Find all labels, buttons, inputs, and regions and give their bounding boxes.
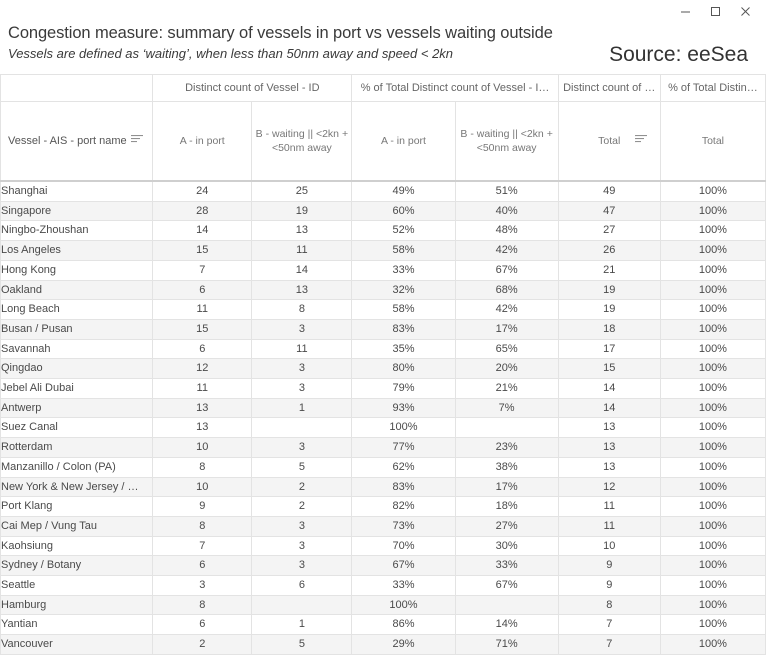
column-header-in-port[interactable]: A - in port: [153, 102, 252, 182]
group-header-distinct-count-total: Distinct count of …: [558, 75, 660, 102]
cell-pct-total: 100%: [660, 576, 765, 596]
cell-total: 49: [558, 181, 660, 201]
cell-in-port: 8: [153, 457, 252, 477]
table-body: [1, 181, 766, 654]
cell-total: 19: [558, 300, 660, 320]
group-header-blank: [1, 75, 153, 102]
cell-pct-total: 100%: [660, 300, 765, 320]
cell-waiting: 2: [252, 497, 352, 517]
cell-waiting: 1: [252, 398, 352, 418]
cell-in-port: 7: [153, 260, 252, 280]
cell-waiting: 2: [252, 477, 352, 497]
cell-pct-waiting: 67%: [455, 260, 558, 280]
source-label: Source: eeSea: [609, 43, 748, 66]
cell-port-name: Yantian: [1, 615, 153, 635]
cell-port-name: Jebel Ali Dubai: [1, 379, 153, 399]
cell-total: 14: [558, 398, 660, 418]
cell-pct-in-port: 60%: [352, 201, 455, 221]
table-row[interactable]: [1, 201, 766, 221]
cell-pct-total: 100%: [660, 497, 765, 517]
report-header: [0, 22, 766, 74]
cell-pct-waiting: 51%: [455, 181, 558, 201]
cell-total: 7: [558, 615, 660, 635]
cell-pct-in-port: 73%: [352, 516, 455, 536]
cell-pct-waiting: 67%: [455, 576, 558, 596]
cell-pct-in-port: 33%: [352, 576, 455, 596]
sort-filter-icon[interactable]: [131, 134, 144, 149]
cell-total: 14: [558, 379, 660, 399]
cell-pct-waiting: 42%: [455, 300, 558, 320]
cell-waiting: 14: [252, 260, 352, 280]
cell-port-name: New York & New Jersey / …: [1, 477, 153, 497]
table-row[interactable]: [1, 280, 766, 300]
cell-port-name: Antwerp: [1, 398, 153, 418]
cell-pct-total: 100%: [660, 477, 765, 497]
cell-in-port: 28: [153, 201, 252, 221]
cell-port-name: Hong Kong: [1, 260, 153, 280]
column-header-total-label: Total: [598, 134, 621, 147]
cell-total: 11: [558, 497, 660, 517]
cell-pct-in-port: 77%: [352, 438, 455, 458]
cell-total: 8: [558, 595, 660, 615]
table-row[interactable]: [1, 595, 766, 615]
table-row[interactable]: [1, 615, 766, 635]
cell-in-port: 6: [153, 615, 252, 635]
cell-total: 9: [558, 576, 660, 596]
cell-waiting: 3: [252, 359, 352, 379]
cell-pct-total: 100%: [660, 221, 765, 241]
cell-port-name: Rotterdam: [1, 438, 153, 458]
cell-total: 26: [558, 241, 660, 261]
table-row[interactable]: [1, 221, 766, 241]
cell-pct-total: 100%: [660, 516, 765, 536]
group-header-distinct-count: Distinct count of Vessel - ID: [153, 75, 352, 102]
cell-port-name: Manzanillo / Colon (PA): [1, 457, 153, 477]
cell-in-port: 11: [153, 379, 252, 399]
cell-pct-waiting: [455, 595, 558, 615]
table-row[interactable]: [1, 339, 766, 359]
cell-waiting: [252, 595, 352, 615]
cell-waiting: 8: [252, 300, 352, 320]
cell-total: 10: [558, 536, 660, 556]
cell-pct-in-port: 79%: [352, 379, 455, 399]
cell-pct-in-port: 32%: [352, 280, 455, 300]
cell-port-name: Sydney / Botany: [1, 556, 153, 576]
column-header-waiting[interactable]: B - waiting || <2kn + <50nm away: [252, 102, 352, 182]
cell-total: 12: [558, 477, 660, 497]
cell-total: 21: [558, 260, 660, 280]
column-header-port-name-label: Vessel - AIS - port name: [8, 134, 127, 147]
table-row[interactable]: [1, 300, 766, 320]
cell-pct-in-port: 83%: [352, 477, 455, 497]
cell-total: 47: [558, 201, 660, 221]
window-titlebar: [0, 0, 766, 22]
cell-pct-total: 100%: [660, 339, 765, 359]
cell-waiting: 3: [252, 516, 352, 536]
cell-pct-in-port: 33%: [352, 260, 455, 280]
cell-total: 19: [558, 280, 660, 300]
cell-pct-waiting: 21%: [455, 379, 558, 399]
cell-pct-waiting: 27%: [455, 516, 558, 536]
column-header-port-name[interactable]: [1, 102, 153, 182]
cell-total: 13: [558, 418, 660, 438]
cell-waiting: 3: [252, 379, 352, 399]
cell-in-port: 8: [153, 595, 252, 615]
column-header-total[interactable]: [558, 102, 660, 182]
table-row[interactable]: [1, 516, 766, 536]
cell-pct-total: 100%: [660, 418, 765, 438]
cell-in-port: 13: [153, 398, 252, 418]
cell-port-name: Los Angeles: [1, 241, 153, 261]
cell-port-name: Ningbo-Zhoushan: [1, 221, 153, 241]
cell-waiting: 1: [252, 615, 352, 635]
cell-pct-total: 100%: [660, 635, 765, 655]
cell-port-name: Qingdao: [1, 359, 153, 379]
cell-pct-waiting: [455, 418, 558, 438]
cell-in-port: 14: [153, 221, 252, 241]
cell-port-name: Kaohsiung: [1, 536, 153, 556]
cell-waiting: 5: [252, 635, 352, 655]
table-head: [1, 75, 766, 182]
cell-pct-total: 100%: [660, 319, 765, 339]
maximize-icon[interactable]: [700, 1, 730, 21]
cell-pct-total: 100%: [660, 536, 765, 556]
cell-in-port: 8: [153, 516, 252, 536]
cell-pct-in-port: 83%: [352, 319, 455, 339]
cell-total: 7: [558, 635, 660, 655]
cell-pct-total: 100%: [660, 556, 765, 576]
cell-in-port: 10: [153, 438, 252, 458]
group-header-pct-total: % of Total Distinct count of Vessel - I…: [352, 75, 558, 102]
cell-port-name: Hamburg: [1, 595, 153, 615]
cell-pct-waiting: 40%: [455, 201, 558, 221]
cell-in-port: 15: [153, 241, 252, 261]
cell-in-port: 13: [153, 418, 252, 438]
cell-pct-total: 100%: [660, 457, 765, 477]
cell-in-port: 6: [153, 280, 252, 300]
cell-total: 18: [558, 319, 660, 339]
cell-pct-total: 100%: [660, 615, 765, 635]
cell-pct-total: 100%: [660, 379, 765, 399]
table-row[interactable]: [1, 477, 766, 497]
column-header-pct-in-port[interactable]: A - in port: [352, 102, 455, 182]
cell-pct-in-port: 58%: [352, 300, 455, 320]
table-row[interactable]: [1, 379, 766, 399]
cell-total: 15: [558, 359, 660, 379]
cell-port-name: Long Beach: [1, 300, 153, 320]
cell-pct-waiting: 17%: [455, 319, 558, 339]
table-row[interactable]: [1, 319, 766, 339]
close-icon[interactable]: [730, 1, 760, 21]
cell-total: 11: [558, 516, 660, 536]
cell-pct-in-port: 80%: [352, 359, 455, 379]
cell-pct-total: 100%: [660, 398, 765, 418]
cell-total: 17: [558, 339, 660, 359]
cell-port-name: Vancouver: [1, 635, 153, 655]
cell-waiting: 3: [252, 438, 352, 458]
table-row[interactable]: [1, 536, 766, 556]
sort-filter-icon-total[interactable]: [635, 134, 648, 149]
cell-pct-total: 100%: [660, 438, 765, 458]
cell-in-port: 10: [153, 477, 252, 497]
table-row[interactable]: [1, 359, 766, 379]
page-subtitle: Vessels are defined as ‘waiting’, when less than 50nm away and speed < 2kn: [8, 46, 454, 61]
table-row[interactable]: [1, 457, 766, 477]
cell-in-port: 12: [153, 359, 252, 379]
cell-pct-waiting: 48%: [455, 221, 558, 241]
cell-pct-in-port: 70%: [352, 536, 455, 556]
group-header-pct-total-total: % of Total Distin…: [660, 75, 765, 102]
cell-pct-waiting: 42%: [455, 241, 558, 261]
table-row[interactable]: [1, 497, 766, 517]
cell-waiting: 19: [252, 201, 352, 221]
cell-pct-total: 100%: [660, 201, 765, 221]
cell-pct-in-port: 62%: [352, 457, 455, 477]
cell-pct-in-port: 86%: [352, 615, 455, 635]
cell-in-port: 9: [153, 497, 252, 517]
cell-pct-waiting: 30%: [455, 536, 558, 556]
cell-pct-total: 100%: [660, 359, 765, 379]
minimize-icon[interactable]: [670, 1, 700, 21]
cell-total: 13: [558, 438, 660, 458]
cell-in-port: 6: [153, 339, 252, 359]
cell-port-name: Seattle: [1, 576, 153, 596]
cell-pct-in-port: 100%: [352, 595, 455, 615]
cell-pct-in-port: 82%: [352, 497, 455, 517]
cell-pct-in-port: 58%: [352, 241, 455, 261]
column-header-pct-waiting[interactable]: B - waiting || <2kn + <50nm away: [455, 102, 558, 182]
cell-total: 13: [558, 457, 660, 477]
cell-waiting: [252, 418, 352, 438]
table-row[interactable]: [1, 260, 766, 280]
cell-waiting: 6: [252, 576, 352, 596]
table-row[interactable]: [1, 438, 766, 458]
cell-waiting: 3: [252, 319, 352, 339]
cell-pct-in-port: 52%: [352, 221, 455, 241]
cell-waiting: 25: [252, 181, 352, 201]
cell-pct-waiting: 7%: [455, 398, 558, 418]
cell-pct-waiting: 23%: [455, 438, 558, 458]
cell-pct-in-port: 93%: [352, 398, 455, 418]
cell-in-port: 2: [153, 635, 252, 655]
cell-pct-in-port: 35%: [352, 339, 455, 359]
group-header-row: [1, 75, 766, 102]
cell-pct-total: 100%: [660, 181, 765, 201]
cell-pct-total: 100%: [660, 280, 765, 300]
congestion-table: [0, 74, 766, 655]
cell-pct-waiting: 38%: [455, 457, 558, 477]
cell-pct-in-port: 29%: [352, 635, 455, 655]
sub-header-row: [1, 102, 766, 182]
cell-in-port: 6: [153, 556, 252, 576]
cell-pct-waiting: 17%: [455, 477, 558, 497]
table-row[interactable]: [1, 635, 766, 655]
cell-in-port: 15: [153, 319, 252, 339]
cell-in-port: 11: [153, 300, 252, 320]
cell-waiting: 13: [252, 221, 352, 241]
table-row[interactable]: [1, 181, 766, 201]
cell-waiting: 3: [252, 536, 352, 556]
cell-pct-waiting: 14%: [455, 615, 558, 635]
table-row[interactable]: [1, 418, 766, 438]
cell-pct-total: 100%: [660, 260, 765, 280]
cell-port-name: Cai Mep / Vung Tau: [1, 516, 153, 536]
cell-pct-total: 100%: [660, 595, 765, 615]
cell-pct-total: 100%: [660, 241, 765, 261]
cell-port-name: Shanghai: [1, 181, 153, 201]
cell-pct-waiting: 68%: [455, 280, 558, 300]
cell-waiting: 3: [252, 556, 352, 576]
cell-pct-in-port: 100%: [352, 418, 455, 438]
cell-waiting: 13: [252, 280, 352, 300]
cell-port-name: Singapore: [1, 201, 153, 221]
cell-pct-in-port: 67%: [352, 556, 455, 576]
cell-in-port: 7: [153, 536, 252, 556]
cell-waiting: 11: [252, 339, 352, 359]
cell-port-name: Savannah: [1, 339, 153, 359]
cell-pct-waiting: 71%: [455, 635, 558, 655]
table-row[interactable]: [1, 398, 766, 418]
cell-port-name: Oakland: [1, 280, 153, 300]
column-header-pct-total[interactable]: Total: [660, 102, 765, 182]
cell-total: 9: [558, 556, 660, 576]
cell-pct-waiting: 18%: [455, 497, 558, 517]
cell-pct-waiting: 65%: [455, 339, 558, 359]
table-row[interactable]: [1, 576, 766, 596]
pivot-table-container[interactable]: [0, 74, 766, 651]
table-row[interactable]: [1, 241, 766, 261]
cell-pct-waiting: 33%: [455, 556, 558, 576]
page-title: Congestion measure: summary of vessels in port vs vessels waiting outside: [8, 24, 553, 42]
cell-waiting: 11: [252, 241, 352, 261]
cell-port-name: Port Klang: [1, 497, 153, 517]
cell-in-port: 3: [153, 576, 252, 596]
cell-pct-waiting: 20%: [455, 359, 558, 379]
table-row[interactable]: [1, 556, 766, 576]
cell-in-port: 24: [153, 181, 252, 201]
cell-port-name: Busan / Pusan: [1, 319, 153, 339]
cell-total: 27: [558, 221, 660, 241]
cell-port-name: Suez Canal: [1, 418, 153, 438]
cell-waiting: 5: [252, 457, 352, 477]
cell-pct-in-port: 49%: [352, 181, 455, 201]
